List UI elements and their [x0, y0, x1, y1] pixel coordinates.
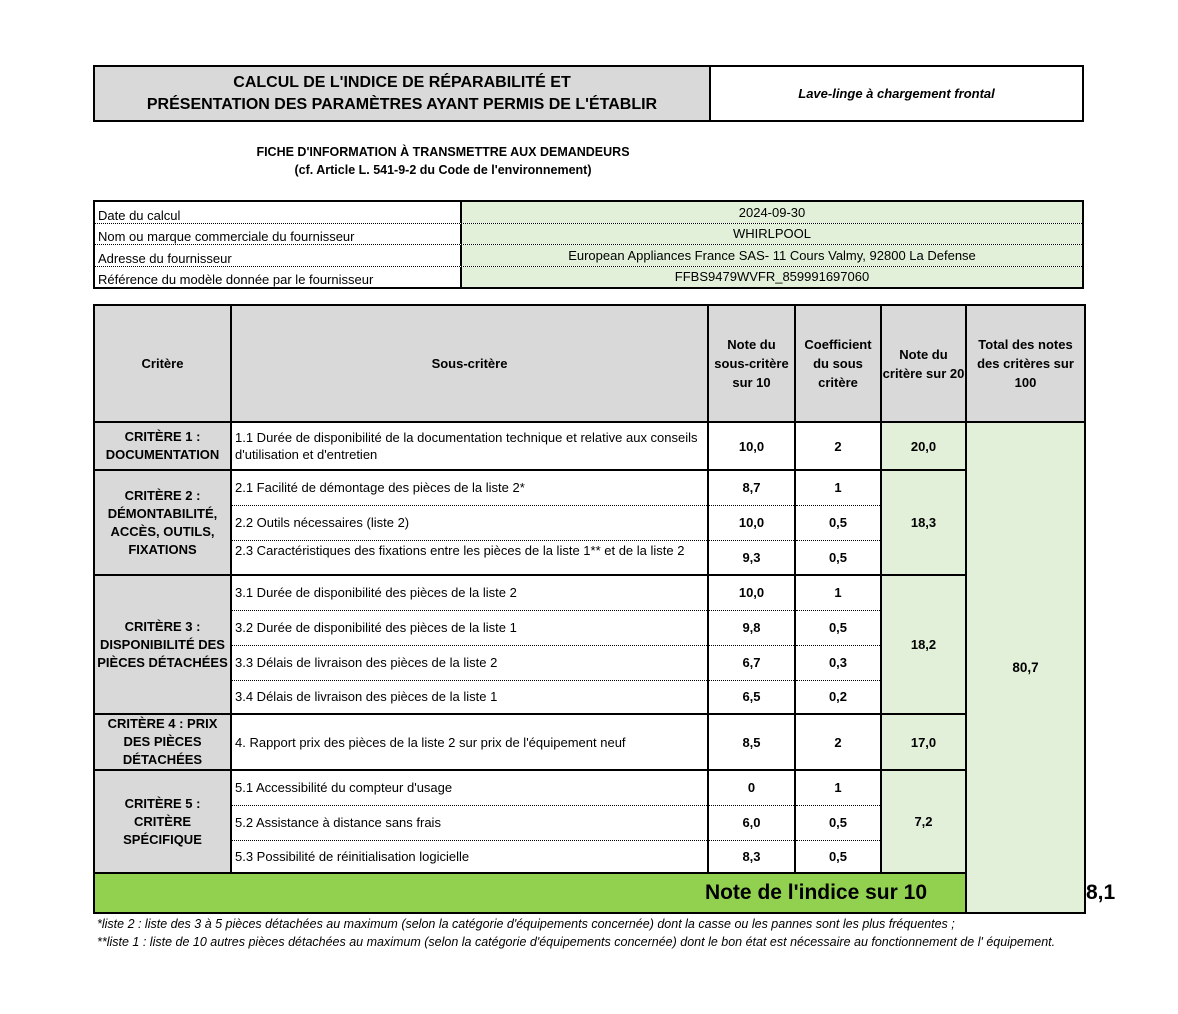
subcriterion-note: 9,3 [708, 540, 795, 575]
info-label: Date du calcul [95, 202, 462, 223]
subcriterion-coef: 1 [795, 575, 881, 610]
col-header-coef: Coefficient du sous critère [795, 305, 881, 422]
repairability-table [93, 304, 1116, 914]
subcriterion-coef: 0,2 [795, 680, 881, 714]
subcriterion-label: 5.1 Accessibilité du compteur d'usage [231, 770, 708, 805]
final-score-row: Note de l'indice sur 10 8,1 [94, 873, 1085, 913]
info-row [95, 202, 1082, 223]
subcriterion-note: 10,0 [708, 422, 795, 470]
subcriterion-coef: 0,5 [795, 610, 881, 645]
info-row [95, 223, 1082, 245]
footnotes [97, 915, 1087, 951]
subcriterion-label: 5.3 Possibilité de réinitialisation logicielle [231, 840, 708, 873]
subcriterion-label: 5.2 Assistance à distance sans frais [231, 805, 708, 840]
info-value: WHIRLPOOL [462, 224, 1082, 245]
subcriterion-note: 6,5 [708, 680, 795, 714]
info-label: Nom ou marque commerciale du fournisseur [95, 224, 462, 245]
subcriterion-label: 2.2 Outils nécessaires (liste 2) [231, 505, 708, 540]
subcriterion-coef: 0,5 [795, 840, 881, 873]
subcriterion-note: 6,7 [708, 645, 795, 680]
title-line-1: CALCUL DE L'INDICE DE RÉPARABILITÉ ET [233, 73, 571, 91]
subcriterion-coef: 0,5 [795, 805, 881, 840]
supplier-info-table [93, 200, 1084, 289]
col-header-sous-critere: Sous-critère [231, 305, 708, 422]
info-label: Référence du modèle donnée par le fournisseur [95, 267, 462, 288]
subcriterion-note: 9,8 [708, 610, 795, 645]
subcriterion-note: 8,5 [708, 714, 795, 770]
subcriterion-coef: 1 [795, 770, 881, 805]
total-score: 80,7 [966, 422, 1085, 913]
subcriterion-label: 2.1 Facilité de démontage des pièces de la liste 2* [231, 470, 708, 505]
subcriterion-coef: 0,5 [795, 540, 881, 575]
criterion-score: 18,3 [881, 470, 966, 575]
subcriterion-coef: 2 [795, 714, 881, 770]
footnote-liste2: *liste 2 : liste des 3 à 5 pièces détachées au maximum (selon la catégorie d'équipements concernée) dont la casse ou les pannes sont les plus fréquentes ; [97, 917, 955, 931]
criterion-name: CRITÈRE 3 : DISPONIBILITÉ DES PIÈCES DÉTACHÉES [94, 575, 231, 714]
col-header-critere: Critère [94, 305, 231, 422]
table-row [94, 575, 1085, 610]
fiche-subtitle: (cf. Article L. 541-9-2 du Code de l'environnement) [294, 163, 592, 177]
table-row [94, 422, 1085, 470]
subcriterion-note: 6,0 [708, 805, 795, 840]
title-header [93, 65, 1084, 122]
criterion-score: 7,2 [881, 770, 966, 873]
product-type: Lave-linge à chargement frontal [798, 86, 995, 101]
footnote-liste1: **liste 1 : liste de 10 autres pièces détachées au maximum (selon la catégorie d'équipements concernée) dont le bon état est nécessaire au fonctionnement de l' équipement. [97, 935, 1056, 949]
subcriterion-note: 10,0 [708, 575, 795, 610]
subcriterion-coef: 1 [795, 470, 881, 505]
info-label: Adresse du fournisseur [95, 245, 462, 266]
info-row [95, 244, 1082, 266]
subcriterion-label: 3.4 Délais de livraison des pièces de la liste 1 [231, 680, 708, 714]
subcriterion-coef: 2 [795, 422, 881, 470]
info-value: European Appliances France SAS- 11 Cours Valmy, 92800 La Defense [462, 245, 1082, 266]
title-line-2: PRÉSENTATION DES PARAMÈTRES AYANT PERMIS DE L'ÉTABLIR [146, 95, 658, 113]
criterion-name: CRITÈRE 1 : DOCUMENTATION [94, 422, 231, 470]
subcriterion-label: 4. Rapport prix des pièces de la liste 2 sur prix de l'équipement neuf [231, 714, 708, 770]
criterion-name: CRITÈRE 4 : PRIX DES PIÈCES DÉTACHÉES [94, 714, 231, 770]
criterion-name: CRITÈRE 5 : CRITÈRE SPÉCIFIQUE [94, 770, 231, 873]
col-header-total: Total des notes des critères sur 100 [966, 305, 1085, 422]
subcriterion-note: 8,3 [708, 840, 795, 873]
subcriterion-label: 3.3 Délais de livraison des pièces de la liste 2 [231, 645, 708, 680]
subcriterion-note: 0 [708, 770, 795, 805]
subcriterion-coef: 0,5 [795, 505, 881, 540]
info-row [95, 266, 1082, 288]
col-header-note-critere: Note du critère sur 20 [881, 305, 966, 422]
subcriterion-label: 1.1 Durée de disponibilité de la documentation technique et relative aux conseils d'utilisation et d'entretien [231, 422, 708, 470]
subcriterion-note: 10,0 [708, 505, 795, 540]
criterion-score: 20,0 [881, 422, 966, 470]
table-row [94, 714, 1085, 770]
subcriterion-label: 2.3 Caractéristiques des fixations entre les pièces de la liste 1** et de la liste 2 [231, 540, 708, 575]
table-row [94, 470, 1085, 505]
subcriterion-note: 8,7 [708, 470, 795, 505]
subcriterion-coef: 0,3 [795, 645, 881, 680]
criterion-score: 18,2 [881, 575, 966, 714]
subcriterion-label: 3.1 Durée de disponibilité des pièces de la liste 2 [231, 575, 708, 610]
table-row [94, 770, 1085, 805]
subcriterion-label: 3.2 Durée de disponibilité des pièces de la liste 1 [231, 610, 708, 645]
info-value: 2024-09-30 [462, 202, 1082, 223]
fiche-title: FICHE D'INFORMATION À TRANSMETTRE AUX DEMANDEURS [256, 145, 630, 159]
col-header-note-sous: Note du sous-critère sur 10 [708, 305, 795, 422]
header-row [94, 305, 1085, 422]
info-value: FFBS9479WVFR_859991697060 [462, 267, 1082, 288]
criterion-name: CRITÈRE 2 : DÉMONTABILITÉ, ACCÈS, OUTILS, FIXATIONS [94, 470, 231, 575]
final-score-label: Note de l'indice sur 10 [94, 873, 966, 913]
criterion-score: 17,0 [881, 714, 966, 770]
title-block [95, 67, 711, 120]
